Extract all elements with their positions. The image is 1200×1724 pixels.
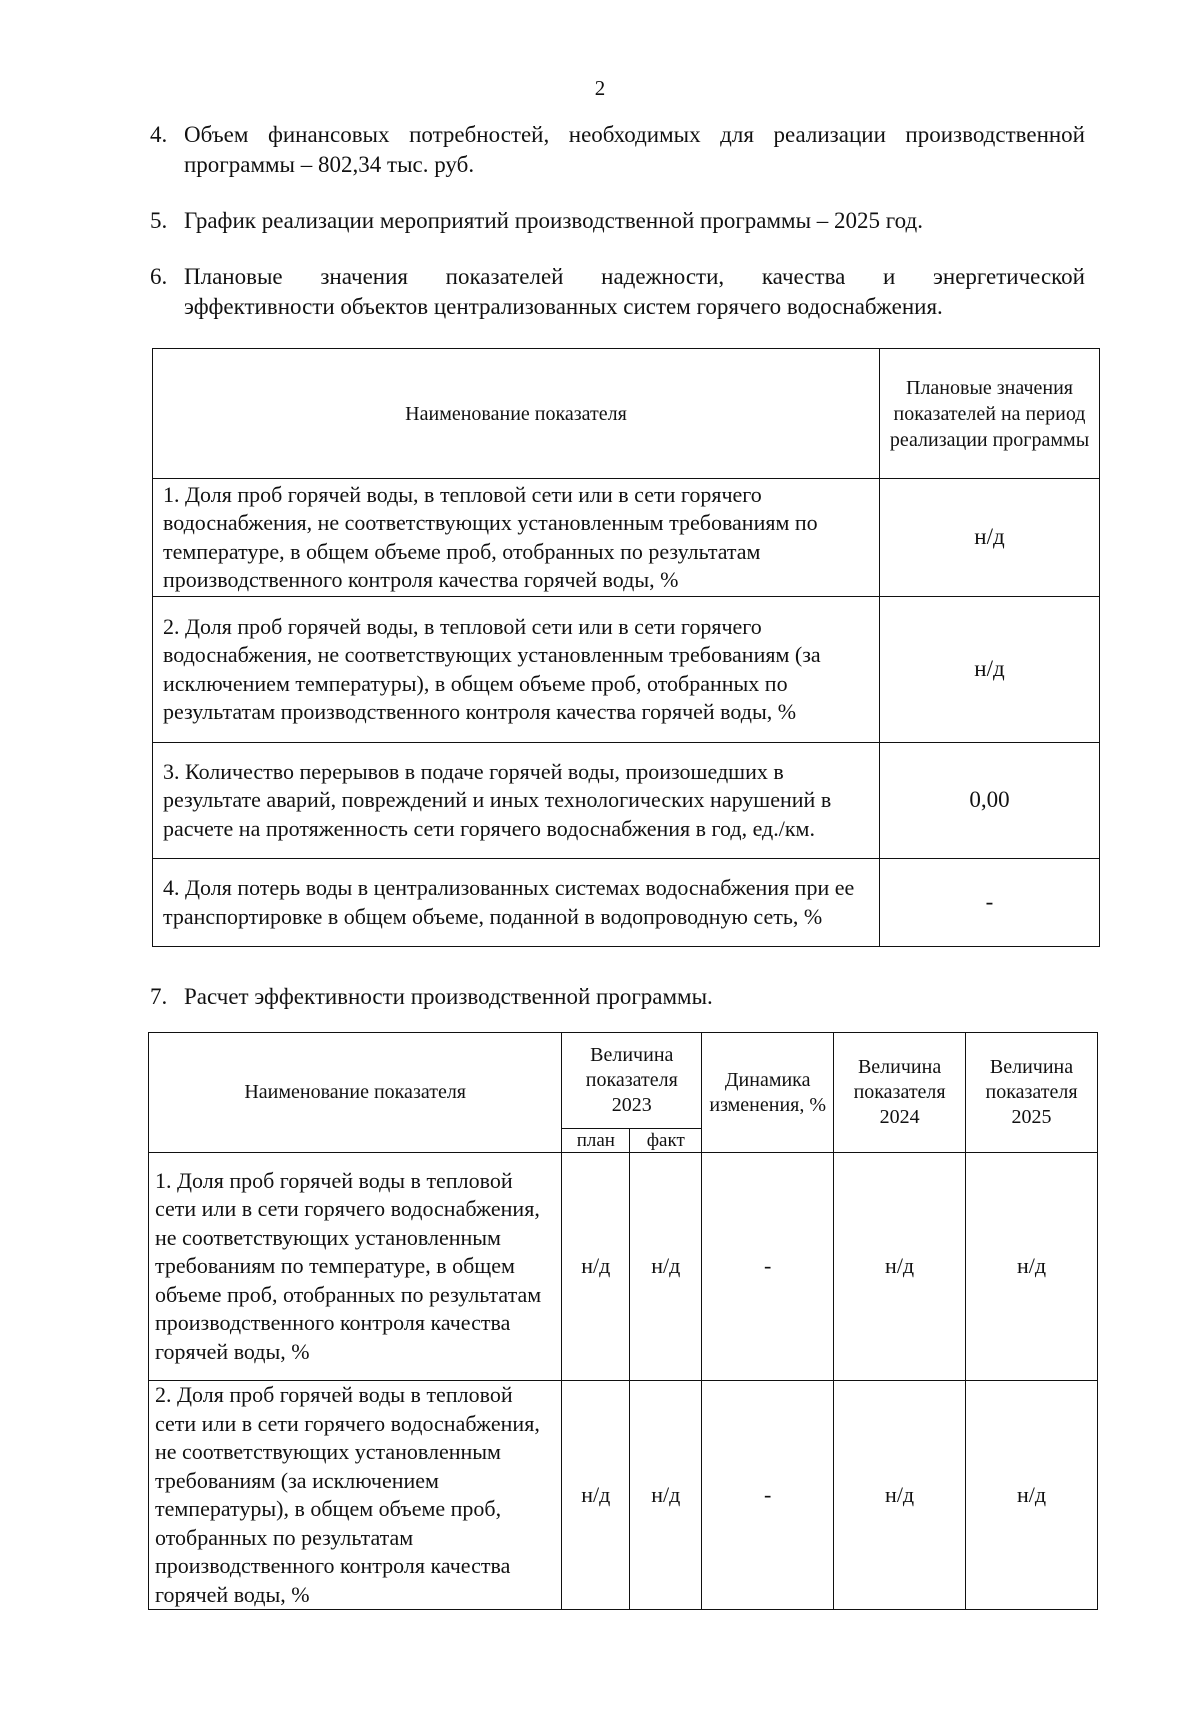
table1-row4-name: 4. Доля потерь воды в централизованных системах водоснабжения при ее транспортировке в общем объеме, поданной в водопроводную сеть, % [153,859,880,947]
table2-header-2023: Величина показателя 2023 [562,1033,702,1129]
reliability-indicators-table [152,348,1100,947]
table2-row1-dynamics: - [702,1153,834,1381]
table2-row2-2024: н/д [834,1381,966,1610]
table-row [149,1381,1098,1610]
table2-row2-fact: н/д [630,1381,702,1610]
table2-row2-plan: н/д [562,1381,630,1610]
table2-row1-2025: н/д [966,1153,1098,1381]
table-row [153,597,1100,743]
table1-row1-name: 1. Доля проб горячей воды, в тепловой сети или в сети горячего водоснабжения, не соответствующих установленным требованиям по температуре, в общем объеме проб, отобранных по результатам производственного контроля качества горячей воды, % [153,479,880,597]
table1-row1-value: н/д [880,479,1100,597]
table2-row2-name: 2. Доля проб горячей воды в тепловой сети или в сети горячего водоснабжения, не соответствующих установленным требованиям (за исключением температуры), в общем объеме проб, отобранных по результатам производственного контроля качества горячей воды, % [149,1381,562,1610]
page-number: 2 [594,76,606,100]
section-4-text: Объем финансовых потребностей, необходимых для реализации производственной программы – 802,34 тыс. руб. [184,122,1085,177]
table2-row1-2024: н/д [834,1153,966,1381]
table1-row3-value: 0,00 [880,743,1100,859]
table-row [153,479,1100,597]
section-6-text-line1: Плановые значения показателей надежности, качества и энергетической [184,264,1085,289]
table1-row4-value: - [880,859,1100,947]
table2-row1-plan: н/д [562,1153,630,1381]
section-4 [150,120,1085,180]
table1-row2-name: 2. Доля проб горячей воды, в тепловой сети или в сети горячего водоснабжения, не соответствующих установленным требованиям (за исключением температуры), в общем объеме проб, отобранных по результатам производственного контроля качества горячей воды, % [153,597,880,743]
section-5-number: 5. [150,208,168,233]
section-4-number: 4. [150,122,168,147]
table2-header-2024: Величина показателя 2024 [834,1033,966,1153]
table2-row1-fact: н/д [630,1153,702,1381]
table1-header-name: Наименование показателя [153,349,880,479]
program-efficiency-table [148,1032,1098,1610]
table-row [149,1153,1098,1381]
table2-header-name: Наименование показателя [149,1033,562,1153]
section-6-text-line2: эффективности объектов централизованных систем горячего водоснабжения. [184,294,943,319]
table2-row2-2025: н/д [966,1381,1098,1610]
section-5-text: График реализации мероприятий производственной программы – 2025 год. [184,208,923,233]
table1-header-value: Плановые значения показателей на период реализации программы [880,349,1100,479]
table-row [153,743,1100,859]
section-5 [150,206,1085,236]
section-6 [150,262,1085,322]
table1-row2-value: н/д [880,597,1100,743]
table2-header-2025: Величина показателя 2025 [966,1033,1098,1153]
section-7-text: Расчет эффективности производственной программы. [184,984,713,1009]
table2-row1-name: 1. Доля проб горячей воды в тепловой сети или в сети горячего водоснабжения, не соответствующих установленным требованиям по температуре, в общем объеме проб, отобранных по результатам производственного контроля качества горячей воды, % [149,1153,562,1381]
table2-header-plan: план [562,1129,630,1153]
section-7 [150,982,1085,1012]
table2-header-dynamics: Динамика изменения, % [702,1033,834,1153]
table2-row2-dynamics: - [702,1381,834,1610]
table-row [153,859,1100,947]
table2-header-fact: факт [630,1129,702,1153]
section-7-number: 7. [150,984,168,1009]
table1-row3-name: 3. Количество перерывов в подаче горячей воды, произошедших в результате аварий, повреждений и иных технологических нарушений в расчете на протяженность сети горячего водоснабжения в год, ед./км. [153,743,880,859]
section-6-number: 6. [150,264,168,289]
